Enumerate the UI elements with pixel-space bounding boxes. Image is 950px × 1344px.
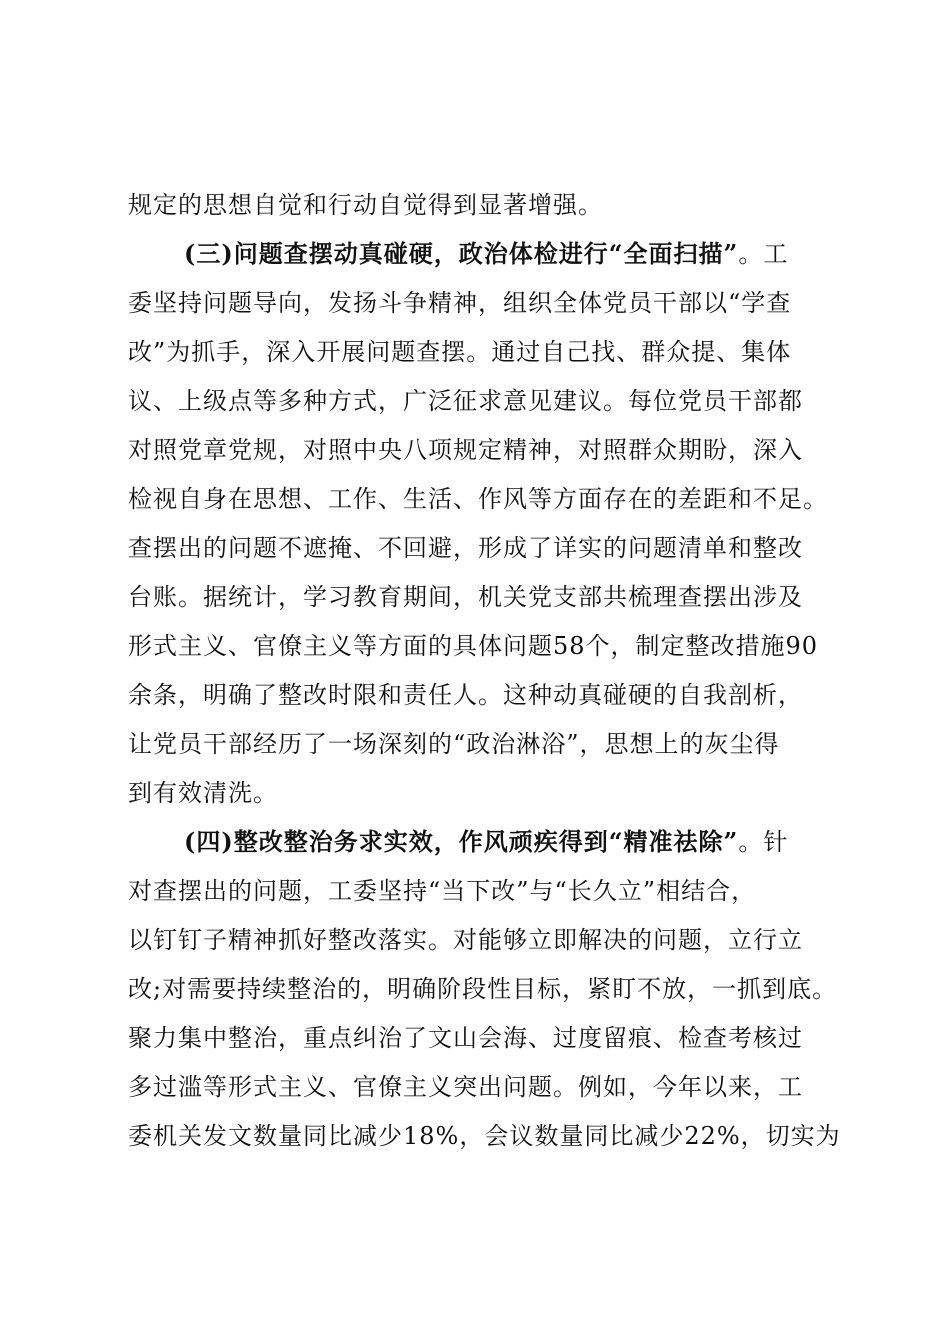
line-text: 规定的思想自觉和行动自觉得到显著增强。 xyxy=(128,191,603,219)
line-text: 余条，明确了整改时限和责任人。这种动真碰硬的自我剖析， xyxy=(128,681,803,709)
line-text: 到有效清洗。 xyxy=(128,779,278,807)
text-line xyxy=(128,729,780,759)
text-line xyxy=(128,582,803,612)
line-text: 。针 xyxy=(738,828,789,856)
text-line xyxy=(128,484,828,514)
text-line xyxy=(128,533,803,563)
text-line xyxy=(128,1023,803,1053)
text-line xyxy=(128,288,791,318)
text-line xyxy=(128,190,603,220)
line-text: 。工 xyxy=(738,240,789,268)
text-line xyxy=(128,680,803,710)
line-text: 委坚持问题导向，发扬斗争精神，组织全体党员干部以“学查 xyxy=(128,289,792,317)
text-line xyxy=(128,1072,803,1102)
text-line xyxy=(128,778,278,808)
text-line xyxy=(128,1121,841,1151)
line-text: 多过滥等形式主义、官僚主义突出问题。例如，今年以来，工 xyxy=(128,1073,803,1101)
text-line xyxy=(128,631,818,661)
text-line xyxy=(128,337,791,367)
line-text: 让党员干部经历了一场深刻的“政治淋浴”，思想上的灰尘得 xyxy=(128,730,780,758)
line-text: 检视自身在思想、工作、生活、作风等方面存在的差距和不足。 xyxy=(128,485,828,513)
text-line xyxy=(128,974,837,1004)
text-line xyxy=(128,925,803,955)
section-heading-line xyxy=(184,239,788,269)
line-text: 对照党章党规，对照中央八项规定精神，对照群众期盼，深入 xyxy=(128,436,803,464)
text-line xyxy=(128,876,756,906)
line-text: 查摆出的问题不遮掩、不回避，形成了详实的问题清单和整改 xyxy=(128,534,803,562)
line-text: 改”为抓手，深入开展问题查摆。通过自己找、群众提、集体 xyxy=(128,338,792,366)
section-heading-line xyxy=(184,827,788,857)
line-text: 议、上级点等多种方式，广泛征求意见建议。每位党员干部都 xyxy=(128,387,803,415)
line-text: 改;对需要持续整治的，明确阶段性目标，紧盯不放，一抓到底。 xyxy=(128,975,838,1003)
text-line xyxy=(128,386,803,416)
line-text: 聚力集中整治，重点纠治了文山会海、过度留痕、检查考核过 xyxy=(128,1024,803,1052)
section-heading: (三)问题查摆动真碰硬，政治体检进行“全面扫描” xyxy=(184,239,739,268)
line-text: 台账。据统计，学习教育期间，机关党支部共梳理查摆出涉及 xyxy=(128,583,803,611)
line-text: 对查摆出的问题，工委坚持“当下改”与“长久立”相结合， xyxy=(128,877,757,905)
line-text: 形式主义、官僚主义等方面的具体问题58个，制定整改措施90 xyxy=(128,632,819,660)
text-line xyxy=(128,435,803,465)
line-text: 以钉钉子精神抓好整改落实。对能够立即解决的问题，立行立 xyxy=(128,926,803,954)
section-heading: (四)整改整治务求实效，作风顽疾得到“精准祛除” xyxy=(184,827,739,856)
line-text: 委机关发文数量同比减少18%，会议数量同比减少22%，切实为 xyxy=(128,1122,841,1150)
